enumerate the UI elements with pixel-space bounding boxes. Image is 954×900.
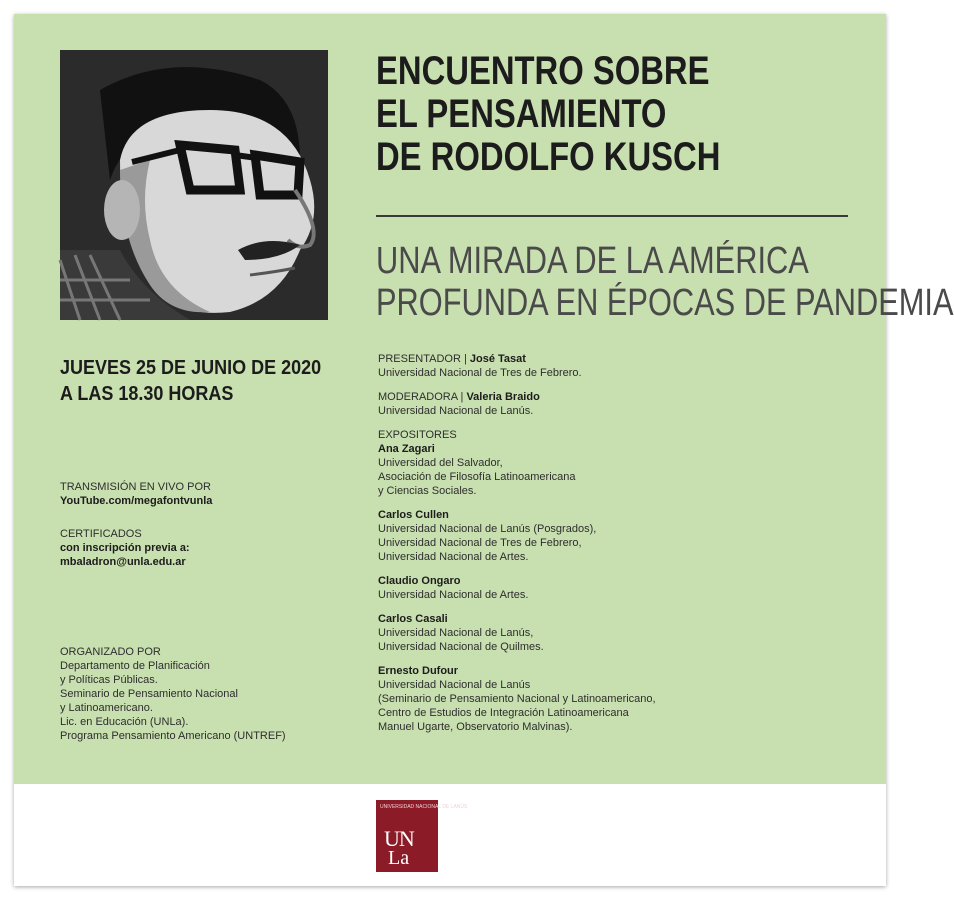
- logo-ring-text: UNIVERSIDAD NACIONAL DE LANÚS: [380, 804, 468, 810]
- speaker-affiliation: Centro de Estudios de Integración Latinoamericana: [378, 707, 629, 719]
- speaker-block: [378, 508, 848, 564]
- speaker-affiliation: Manuel Ugarte, Observatorio Malvinas).: [378, 721, 573, 733]
- speaker-block: [378, 574, 848, 602]
- speaker-affiliation: Universidad Nacional de Artes.: [378, 551, 529, 563]
- event-date: [60, 355, 357, 407]
- subtitle-line-2: PROFUNDA EN ÉPOCAS DE PANDEMIA: [376, 282, 954, 324]
- speaker-name: Carlos Cullen: [378, 509, 449, 521]
- speaker-name: Claudio Ongaro: [378, 575, 461, 587]
- organizers-info: [60, 645, 350, 743]
- date-line-1: JUEVES 25 DE JUNIO DE 2020: [60, 357, 322, 379]
- organizer-line: Departamento de Planificación: [60, 660, 210, 672]
- title-line-2: EL PENSAMIENTO: [376, 92, 667, 136]
- participants-column: [378, 352, 848, 744]
- moderator-block: [378, 390, 848, 418]
- presenter-name: José Tasat: [469, 353, 526, 365]
- presenter-block: [378, 352, 848, 380]
- speaker-block: [378, 428, 848, 498]
- event-title: [376, 50, 770, 179]
- portrait-photo: [60, 50, 328, 320]
- speaker-affiliation: Universidad Nacional de Lanús,: [378, 627, 534, 639]
- speaker-name: Carlos Casali: [378, 613, 448, 625]
- presenter-affiliation: Universidad Nacional de Tres de Febrero.: [378, 367, 582, 379]
- speaker-affiliation: Universidad Nacional de Quilmes.: [378, 641, 544, 653]
- title-divider: [376, 215, 848, 217]
- speaker-block: [378, 664, 848, 734]
- moderator-name: Valeria Braido: [466, 391, 540, 403]
- subtitle-line-1: UNA MIRADA DE LA AMÉRICA: [376, 240, 809, 282]
- title-line-1: ENCUENTRO SOBRE: [376, 49, 710, 93]
- organizer-line: Programa Pensamiento Americano (UNTREF): [60, 730, 286, 742]
- organizer-line: y Latinoamericano.: [60, 702, 153, 714]
- title-line-3: DE RODOLFO KUSCH: [376, 135, 721, 179]
- speaker-affiliation: Asociación de Filosofía Latinoamericana: [378, 471, 576, 483]
- speaker-affiliation: Universidad Nacional de Tres de Febrero,: [378, 537, 582, 549]
- broadcast-link[interactable]: YouTube.com/megafontvunla: [60, 495, 213, 507]
- certificates-email[interactable]: mbaladron@unla.edu.ar: [60, 556, 186, 568]
- broadcast-label: TRANSMISIÓN EN VIVO POR: [60, 481, 211, 493]
- speaker-affiliation: Universidad del Salvador,: [378, 457, 503, 469]
- broadcast-info: [60, 480, 350, 508]
- organizer-line: Lic. en Educación (UNLa).: [60, 716, 189, 728]
- moderator-heading: [378, 390, 848, 404]
- logo-un-text: UN: [384, 826, 414, 851]
- speaker-block: [378, 612, 848, 654]
- moderator-role: MODERADORA |: [378, 391, 467, 403]
- speaker-name: Ernesto Dufour: [378, 665, 459, 677]
- presenter-heading: [378, 352, 848, 366]
- speaker-affiliation: Universidad Nacional de Lanús (Posgrados),: [378, 523, 597, 535]
- date-line-2: A LAS 18.30 HORAS: [60, 383, 234, 405]
- presenter-role: PRESENTADOR |: [378, 353, 470, 365]
- logo-la-text: La: [388, 847, 410, 869]
- speaker-name: Ana Zagari: [378, 443, 435, 455]
- speakers-label: EXPOSITORES: [378, 429, 457, 441]
- organizer-line: y Políticas Públicas.: [60, 674, 158, 686]
- certificates-note: con inscripción previa a:: [60, 542, 190, 554]
- footer-band: [14, 784, 886, 886]
- organizers-label: ORGANIZADO POR: [60, 646, 161, 658]
- organizer-line: Seminario de Pensamiento Nacional: [60, 688, 238, 700]
- portrait-image: [60, 50, 328, 320]
- speaker-affiliation: y Ciencias Sociales.: [378, 485, 477, 497]
- unla-logo: [376, 800, 468, 872]
- speaker-affiliation: Universidad Nacional de Artes.: [378, 589, 529, 601]
- speaker-affiliation: Universidad Nacional de Lanús: [378, 679, 531, 691]
- speaker-affiliation: (Seminario de Pensamiento Nacional y Latinoamericano,: [378, 693, 656, 705]
- event-subtitle: [376, 240, 954, 324]
- certificates-info: [60, 527, 350, 569]
- moderator-affiliation: Universidad Nacional de Lanús.: [378, 405, 534, 417]
- certificates-label: CERTIFICADOS: [60, 528, 142, 540]
